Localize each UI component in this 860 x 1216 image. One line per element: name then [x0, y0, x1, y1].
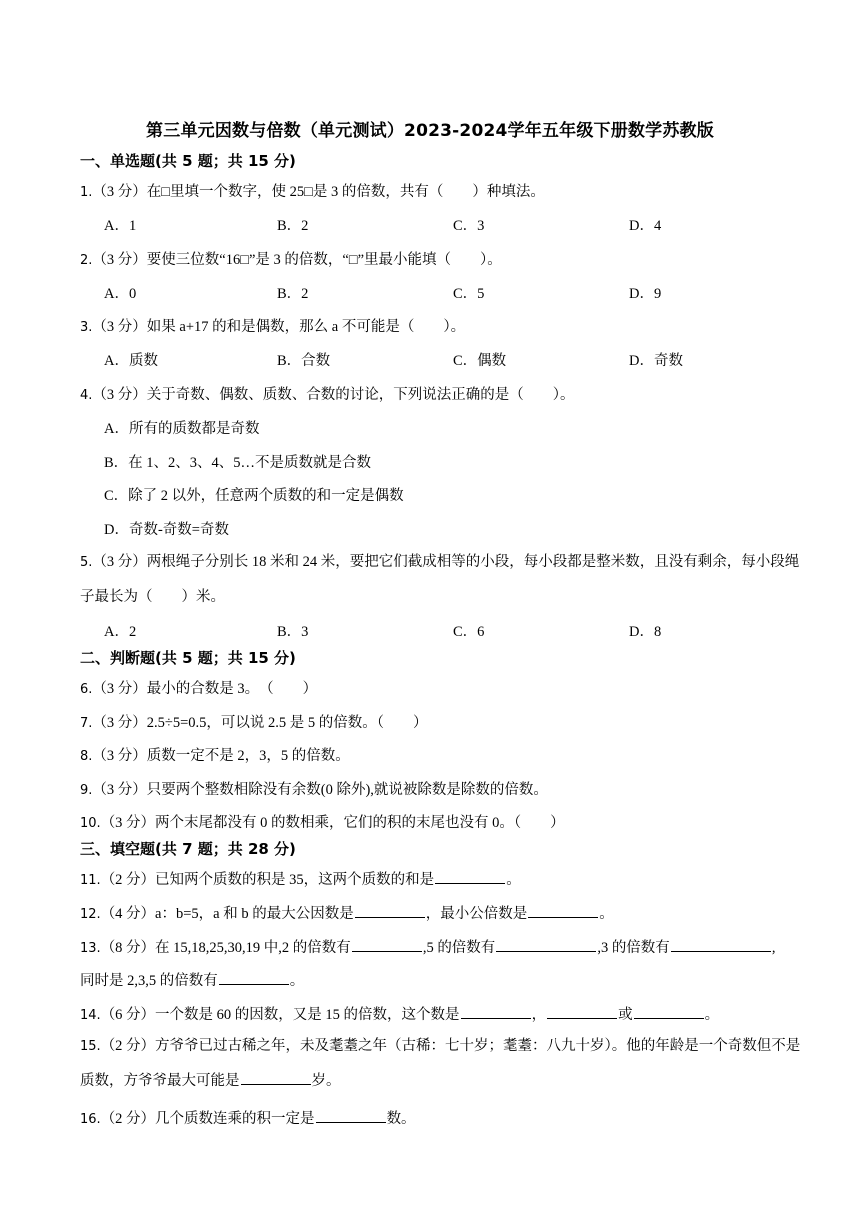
q5-option-c[interactable]: C．6	[453, 624, 485, 640]
answer-blank[interactable]	[355, 903, 425, 918]
question-10: 10.（3 分）两个末尾都没有 0 的数相乘，它们的积的末尾也没有 0。（ ）	[80, 815, 565, 831]
q1-option-b[interactable]: B．2	[277, 218, 309, 234]
answer-blank[interactable]	[496, 937, 596, 952]
answer-blank[interactable]	[528, 903, 598, 918]
answer-blank[interactable]	[461, 1004, 531, 1019]
q3-option-a[interactable]: A．质数	[104, 353, 158, 369]
question-4: 4.（3 分）关于奇数、偶数、质数、合数的讨论，下列说法正确的是（ ）。	[80, 387, 575, 403]
q1-option-c[interactable]: C．3	[453, 218, 485, 234]
question-5: 5.（3 分）两根绳子分别长 18 米和 24 米，要把它们截成相等的小段，每小段都是整米数，且没有剩余，每小段绳子最长为（ ）米。	[80, 554, 800, 605]
question-8: 8.（3 分）质数一定不是 2，3，5 的倍数。	[80, 748, 350, 764]
question-15: 15.（2 分）方爷爷已过古稀之年，未及耄耋之年（古稀：七十岁；耄耋：八九十岁）。他的年龄是一个奇数但不是质数，方爷爷最大可能是 岁。	[80, 1038, 801, 1089]
q5-option-a[interactable]: A．2	[104, 624, 137, 640]
q2-option-d[interactable]: D．9	[629, 286, 662, 302]
answer-blank[interactable]	[435, 869, 505, 884]
question-1: 1.（3 分）在□里填一个数字，使 25□是 3 的倍数，共有（ ）种填法。	[80, 184, 545, 200]
q1-option-a[interactable]: A．1	[104, 218, 137, 234]
answer-blank[interactable]	[547, 1004, 617, 1019]
q3-option-b[interactable]: B．合数	[277, 353, 331, 369]
section-heading-fill-in: 三、填空题(共 7 题；共 28 分)	[80, 840, 296, 858]
question-2: 2.（3 分）要使三位数“16□”是 3 的倍数，“□”里最小能填（ ）。	[80, 252, 502, 268]
section-heading-single-choice: 一、单选题(共 5 题；共 15 分)	[80, 152, 296, 170]
q5-option-d[interactable]: D．8	[629, 624, 662, 640]
q4-option-b[interactable]: B．在 1、2、3、4、5…不是质数就是合数	[104, 455, 372, 471]
question-12: 12.（4 分）a：b=5，a 和 b 的最大公因数是 ，最小公倍数是 。	[80, 902, 614, 923]
q2-option-b[interactable]: B．2	[277, 286, 309, 302]
answer-blank[interactable]	[634, 1004, 704, 1019]
answer-blank[interactable]	[241, 1070, 311, 1085]
answer-blank[interactable]	[671, 937, 771, 952]
q2-option-a[interactable]: A．0	[104, 286, 137, 302]
question-13-line-2: 同时是 2,3,5 的倍数有 。	[80, 969, 304, 990]
answer-blank[interactable]	[219, 970, 289, 985]
question-3: 3.（3 分）如果 a+17 的和是偶数，那么 a 不可能是（ ）。	[80, 319, 466, 335]
answer-blank[interactable]	[316, 1108, 386, 1123]
answer-blank[interactable]	[352, 937, 422, 952]
q2-option-c[interactable]: C．5	[453, 286, 485, 302]
question-6: 6.（3 分）最小的合数是 3。 （ ）	[80, 681, 318, 697]
q3-option-c[interactable]: C．偶数	[453, 353, 507, 369]
question-11: 11.（2 分）已知两个质数的积是 35，这两个质数的和是 。	[80, 868, 521, 889]
question-7: 7.（3 分）2.5÷5=0.5，可以说 2.5 是 5 的倍数。（ ）	[80, 715, 428, 731]
q5-option-b[interactable]: B．3	[277, 624, 309, 640]
q4-option-c[interactable]: C．除了 2 以外，任意两个质数的和一定是偶数	[104, 488, 404, 504]
question-16: 16.（2 分）几个质数连乘的积一定是 数。	[80, 1107, 416, 1128]
q1-option-d[interactable]: D．4	[629, 218, 662, 234]
question-14: 14.（6 分）一个数是 60 的因数，又是 15 的倍数，这个数是 ， 或 。	[80, 1003, 719, 1024]
q4-option-d[interactable]: D．奇数-奇数=奇数	[104, 522, 229, 538]
question-9: 9.（3 分）只要两个整数相除没有余数(0 除外),就说被除数是除数的倍数。	[80, 782, 548, 798]
q3-option-d[interactable]: D．奇数	[629, 353, 683, 369]
q4-option-a[interactable]: A．所有的质数都是奇数	[104, 421, 260, 437]
page-title: 第三单元因数与倍数（单元测试）2023-2024学年五年级下册数学苏教版	[146, 121, 714, 141]
section-heading-true-false: 二、判断题(共 5 题；共 15 分)	[80, 649, 296, 667]
question-13: 13.（8 分）在 15,18,25,30,19 中,2 的倍数有 ,5 的倍数有 ,3 的倍数有 ,	[80, 936, 775, 957]
